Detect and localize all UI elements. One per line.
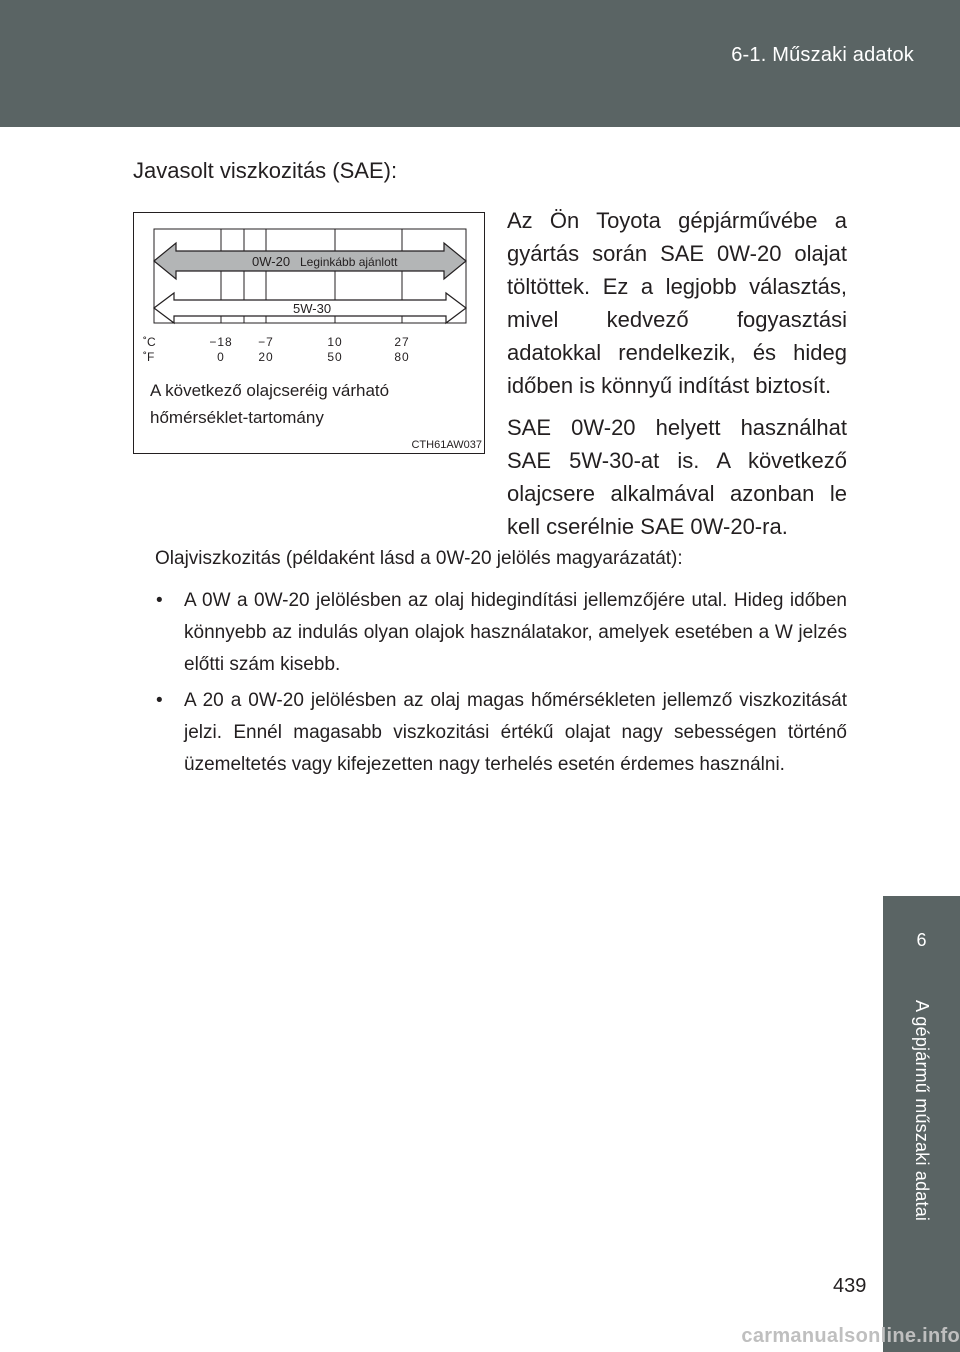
tick-fahrenheit: 50 [327, 350, 343, 364]
tick-fahrenheit: 20 [258, 350, 274, 364]
figure-caption-line: hőmérséklet-tartomány [150, 408, 324, 427]
figure-code: CTH61AW037 [411, 439, 482, 451]
tick-fahrenheit: 0 [217, 350, 225, 364]
section-heading: Javasolt viszkozitás (SAE): [133, 158, 398, 183]
page-number: 439 [833, 1275, 867, 1297]
figure-caption [150, 377, 389, 431]
paragraph: Az Ön Toyota gépjárművébe a gyártás során SAE 0W-20 olajat töltöttek. Ez a legjobb választás, mivel kedvező fogyasztási adatokkal rendelkezik, és hideg időben is könnyű indítást biztosít. [507, 208, 847, 398]
right-column-text [507, 204, 847, 552]
chapter-number: 6 [916, 930, 927, 950]
tick-celsius: 27 [394, 335, 410, 349]
tick-celsius: 10 [327, 335, 343, 349]
chapter-title: A gépjármű műszaki adatai [912, 1000, 932, 1222]
tick-celsius: −7 [258, 335, 274, 349]
unit-fahrenheit: ˚F [143, 350, 155, 364]
list-item-text: A 0W a 0W-20 jelölésben az olaj hidegindítási jellemzőjére utal. Hideg időben könnyebb az indulás olyan olajok használatakor, amelyek esetében a W jelzés előtti szám kisebb. [184, 590, 847, 675]
figure-caption-line: A következő olajcseréig várható [150, 381, 390, 400]
bullet-icon: • [156, 590, 163, 611]
label-5w30: 5W-30 [293, 301, 332, 316]
viscosity-notes [155, 543, 847, 785]
tick-fahrenheit: 80 [394, 350, 410, 364]
header-title: 6-1. Műszaki adatok [731, 44, 914, 66]
page-header [0, 0, 960, 127]
list-item [155, 685, 847, 781]
list-item [155, 585, 847, 681]
list-item-text: A 20 a 0W-20 jelölésben az olaj magas hőmérsékleten jellemző viszkozitását jelzi. Ennél magasabb viszkozitási értékű olajat nagy sebességen történő üzemeltetés vagy kifejezetten nagy terhelés esetén érdemes használni. [184, 690, 847, 775]
notes-intro: Olajviszkozitás (példaként lásd a 0W-20 jelölés magyarázatát): [155, 548, 683, 569]
tick-celsius: −18 [209, 335, 233, 349]
bullet-icon: • [156, 690, 163, 711]
paragraph: SAE 0W-20 helyett használhat SAE 5W-30-at is. A következő olajcsere alkalmával azonban le kell cserélnie SAE 0W-20-ra. [507, 415, 847, 539]
watermark-link[interactable]: carmanualsonline.info [741, 1325, 960, 1347]
viscosity-figure [133, 212, 485, 454]
label-0w20: 0W-20 [252, 254, 291, 269]
unit-celsius: ˚C [143, 335, 156, 349]
label-recommended: Leginkább ajánlott [300, 255, 398, 269]
